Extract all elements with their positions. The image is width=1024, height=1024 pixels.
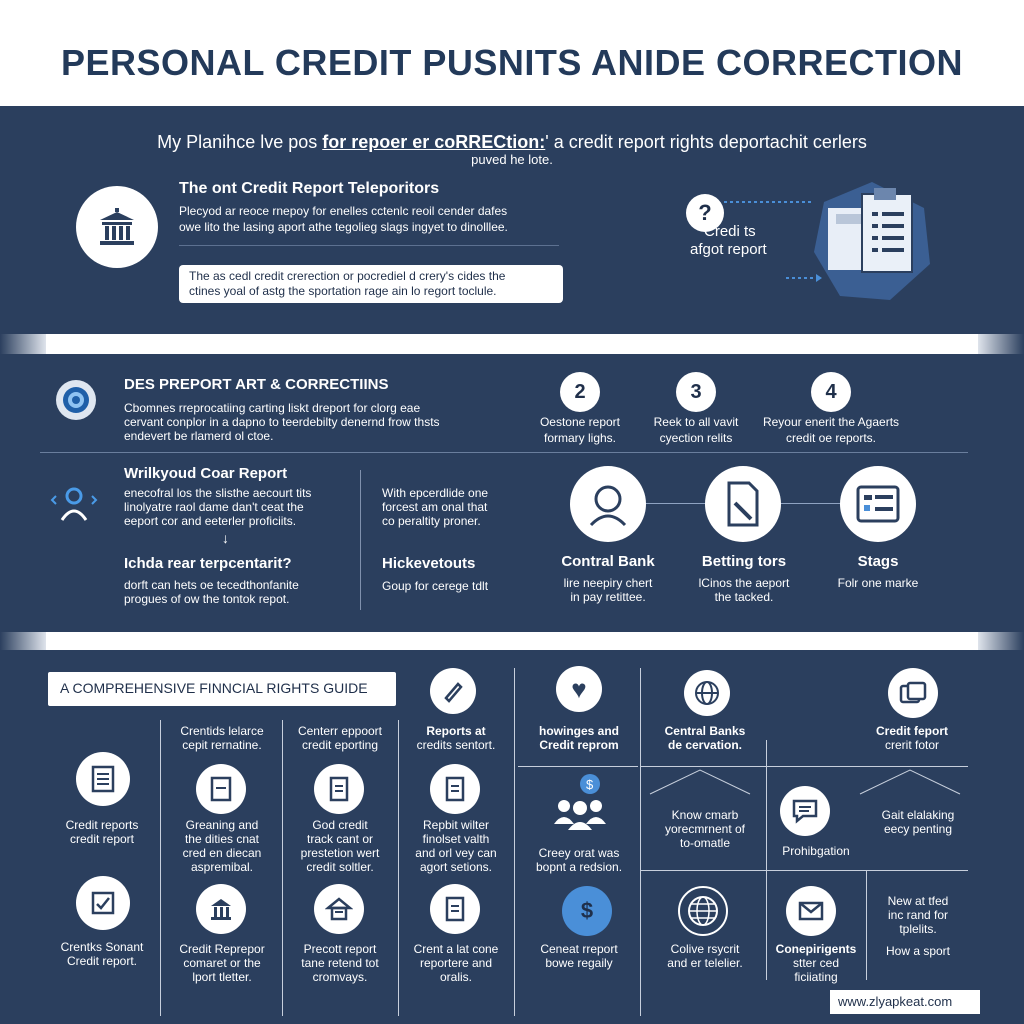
with-line-2: forcest am onal that bbox=[382, 500, 488, 514]
c2-bot-2: tane retend tot bbox=[301, 956, 379, 970]
globe-icon bbox=[684, 670, 730, 716]
walk-divider bbox=[360, 470, 361, 610]
c3-top-1: Reports at bbox=[426, 724, 486, 738]
c6-bot-2: stter ced bbox=[792, 956, 840, 970]
c4-mid-1: Creey orat was bbox=[538, 846, 620, 860]
footer-url[interactable]: www.zlyapkeat.com bbox=[838, 994, 953, 1009]
c4-bot-2: bowe regaily bbox=[545, 956, 613, 970]
separator-1 bbox=[0, 334, 1024, 354]
left-a-line-2: credit report bbox=[69, 832, 135, 846]
c1-top-1: Crentids lelarce bbox=[180, 724, 264, 738]
hick-line-1: Goup for cerege tdlt bbox=[382, 579, 489, 593]
page-title: PERSONAL CREDIT PUSNITS ANIDE CORRECTION bbox=[60, 42, 964, 83]
c1-document-icon bbox=[196, 764, 246, 814]
step-2-line-1: Oestone report bbox=[539, 415, 621, 429]
left-b-line-2: Credit report. bbox=[66, 954, 138, 968]
c2-mid-4: credit soltler. bbox=[306, 860, 374, 874]
c2-top-1: Centerr eppoort bbox=[297, 724, 383, 738]
c3-pen-icon bbox=[430, 668, 476, 714]
c1-mid-1: Greaning and bbox=[185, 818, 259, 832]
walk-heading: Wrilkyoud Coar Report bbox=[124, 465, 288, 482]
c6-top-1: Credit feport bbox=[876, 724, 948, 738]
row-divider-1 bbox=[518, 766, 638, 767]
guide-label: A COMPREHENSIVE FINNCIAL RIGHTS GUIDE bbox=[60, 680, 368, 696]
c3-mid-4: agort setions. bbox=[419, 860, 493, 874]
c6-mid-1: Prohibgation bbox=[782, 844, 850, 858]
document-pen-icon bbox=[705, 466, 781, 542]
c1-bot-3: lport tletter. bbox=[192, 970, 252, 984]
step-3-number-badge bbox=[676, 372, 716, 412]
c2-bot-3: cromvays. bbox=[312, 970, 368, 984]
c7-bot-4: How a sport bbox=[885, 944, 951, 958]
walk-line-1: enecofral los the slisthe aecourt tits bbox=[124, 486, 312, 500]
c2-file-icon bbox=[314, 764, 364, 814]
hick-heading: Hickevetouts bbox=[382, 555, 476, 572]
c5-top-2: de cervation. bbox=[667, 738, 743, 752]
flow-item-stags bbox=[800, 554, 956, 590]
c3-document-icon bbox=[430, 764, 480, 814]
with-line-3: co peraltity proner. bbox=[382, 514, 481, 528]
c4-top-2: Credit reprom bbox=[539, 738, 619, 752]
c1-mid-3: cred en diecan bbox=[182, 846, 262, 860]
question-mark: ? bbox=[698, 200, 712, 225]
profile-head-icon bbox=[570, 466, 646, 542]
side-label-1: Credi ts bbox=[704, 223, 756, 240]
left-b-line-1: Crentks Sonant bbox=[60, 940, 144, 954]
flow-1-title: Contral Bank bbox=[561, 553, 655, 570]
section2-heading: DES PREPORT ART & CORRECTIINS bbox=[124, 376, 389, 393]
c3-report-icon bbox=[430, 884, 480, 934]
flow-item-central-bank bbox=[530, 554, 686, 604]
section2-body-1: Cbomnes rreprocatiing carting liskt dreport for clorg eae bbox=[124, 401, 421, 415]
c3-mid-2: finolset valth bbox=[422, 832, 490, 846]
walk-line-2: linolyatre raol dame dan't ceat the bbox=[124, 500, 304, 514]
world-grid-icon bbox=[678, 886, 728, 936]
step-4 bbox=[756, 372, 906, 446]
c2-mid-1: God credit bbox=[312, 818, 368, 832]
step-2-number-badge bbox=[560, 372, 600, 412]
gear-icon bbox=[56, 380, 96, 420]
flow-1-line-1: lire neepiry chert bbox=[563, 576, 653, 590]
intro-line-1 bbox=[0, 132, 1024, 152]
flow-1-line-2: in pay retittee. bbox=[570, 590, 646, 604]
step-4-number: 4 bbox=[825, 380, 837, 403]
col-divider-4 bbox=[514, 668, 515, 1016]
form-window-icon bbox=[840, 466, 916, 542]
step-2-number: 2 bbox=[574, 380, 586, 403]
flow-item-betting bbox=[666, 554, 822, 604]
c1-bot-1: Credit Reprepor bbox=[179, 942, 265, 956]
with-line-1: With epcerdlide one bbox=[382, 486, 489, 500]
section2-divider bbox=[40, 452, 968, 453]
flow-2-line-1: lCinos the aeport bbox=[698, 576, 790, 590]
c5-bot-2: and er telelier. bbox=[667, 956, 743, 970]
c2-bot-1: Precott report bbox=[303, 942, 377, 956]
callout-line-2: ctines yoal of astg the sportation rage ain lo regort toclule. bbox=[189, 284, 497, 298]
c3-mid-1: Repbit wilter bbox=[422, 818, 490, 832]
c7-bot-2: inc rand for bbox=[887, 908, 949, 922]
c3-top-2: credits sentort. bbox=[416, 738, 496, 752]
down-arrow-icon: ↓ bbox=[222, 530, 229, 546]
section2-body-2: cervant conplor in a dapno to teerdebilty denernd frow thsts bbox=[124, 415, 440, 429]
c3-bot-3: oralis. bbox=[439, 970, 472, 984]
c6-bot-1: Conepirigents bbox=[775, 942, 857, 956]
c1-top-2: cepit rernatine. bbox=[182, 738, 262, 752]
chat-bubble-icon bbox=[780, 786, 830, 836]
c2-house-icon bbox=[314, 884, 364, 934]
person-icon bbox=[50, 480, 98, 528]
section1-body-2: owe lito the lasing aport athe tegolieg slags ingyet to dinolllee. bbox=[179, 220, 508, 234]
section1-body-1: Plecyod ar reoce rnepoy for enelles cctenlc reoil cender dafes bbox=[179, 204, 508, 218]
c1-bank-icon bbox=[196, 884, 246, 934]
group-people-icon bbox=[550, 772, 610, 834]
check-doc-icon bbox=[76, 876, 130, 930]
c7-mid-1: Gait elalaking bbox=[881, 808, 955, 822]
dollar-glyph: $ bbox=[586, 777, 594, 792]
c2-mid-2: track cant or bbox=[306, 832, 374, 846]
side-label-2: afgot report bbox=[690, 241, 767, 258]
dollar-coin-icon bbox=[562, 886, 612, 936]
c3-bot-2: reportere and bbox=[419, 956, 493, 970]
bank-building-icon bbox=[76, 186, 158, 268]
report-doc-icon bbox=[76, 752, 130, 806]
row-divider-3 bbox=[640, 870, 968, 871]
section1-divider bbox=[179, 245, 559, 246]
step-3-line-1: Reek to all vavit bbox=[653, 415, 739, 429]
step-3 bbox=[626, 372, 766, 446]
intro-line-2: puved he lote. bbox=[471, 152, 553, 167]
question-heading: Ichda rear terpcentarit? bbox=[124, 555, 292, 572]
c5-bot-1: Colive rsycrit bbox=[670, 942, 740, 956]
step-2-line-2: formary lighs. bbox=[543, 431, 617, 445]
c2-top-2: credit eporting bbox=[301, 738, 379, 752]
c5-mid-2: yorecmrnent of bbox=[664, 822, 746, 836]
left-a-line-1: Credit reports bbox=[65, 818, 139, 832]
step-3-number: 3 bbox=[690, 380, 702, 403]
c7-bot-1: New at tfed bbox=[887, 894, 949, 908]
c4-bot-1: Ceneat rreport bbox=[540, 942, 618, 956]
c5-top-1: Central Banks bbox=[664, 724, 746, 738]
walk-line-3: eeport cor and eeterler proficiits. bbox=[124, 514, 297, 528]
flow-2-title: Betting tors bbox=[701, 553, 787, 570]
c4-mid-2: bopnt a redsion. bbox=[535, 860, 623, 874]
cards-icon bbox=[888, 668, 938, 718]
c1-mid-4: aspremibal. bbox=[190, 860, 254, 874]
section2-body-3: endevert be rlamerd ol ctoe. bbox=[124, 429, 274, 443]
intro-text-a: My Planihce lve pos bbox=[157, 132, 323, 152]
intro-text-c: ' a credit report rights deportachit cerlers bbox=[545, 132, 867, 152]
question-line-2: progues of ow the tontok repot. bbox=[124, 592, 290, 606]
c6-top-2: crerit fotor bbox=[884, 738, 939, 752]
heart-icon: ♥ bbox=[556, 666, 602, 712]
flow-3-line-1: Folr one marke bbox=[837, 576, 919, 590]
col-divider-5 bbox=[640, 668, 641, 1016]
separator-2 bbox=[0, 632, 1024, 650]
c2-mid-3: prestetion wert bbox=[300, 846, 380, 860]
step-3-line-2: cyection relits bbox=[659, 431, 733, 445]
col-divider-1 bbox=[160, 720, 161, 1016]
document-folder-icon bbox=[810, 180, 934, 304]
step-4-number-badge bbox=[811, 372, 851, 412]
flow-2-line-2: the tacked. bbox=[714, 590, 774, 604]
flow-3-title: Stags bbox=[857, 553, 899, 570]
section1-callout-box bbox=[179, 265, 563, 303]
question-line-1: dorft can hets oe tecedthonfanite bbox=[124, 578, 299, 592]
callout-line-1: The as cedl credit crerection or pocrediel d crery's cides the bbox=[189, 269, 506, 283]
step-4-line-2: credit oe reports. bbox=[785, 431, 877, 445]
c4-top-1: howinges and bbox=[538, 724, 619, 738]
step-4-line-1: Reyour enerit the Agaerts bbox=[762, 415, 900, 429]
envelope-icon bbox=[786, 886, 836, 936]
footer-url-box bbox=[830, 990, 980, 1014]
guide-label-box bbox=[48, 672, 396, 706]
intro-text-emphasis: for repoer er coRRECtion: bbox=[322, 132, 546, 152]
dollar-sign: $ bbox=[580, 898, 594, 923]
c3-mid-3: and orl vey can bbox=[415, 846, 497, 860]
section1-heading: The ont Credit Report Teleporitors bbox=[179, 180, 440, 197]
c3-bot-1: Crent a lat cone bbox=[413, 942, 499, 956]
c5-mid-3: to-omatle bbox=[679, 836, 731, 850]
c5-mid-1: Know cmarb bbox=[671, 808, 739, 822]
c7-mid-2: eecy penting bbox=[883, 822, 953, 836]
c6-bot-3: ficiiating bbox=[794, 970, 838, 984]
c1-bot-2: comaret or the bbox=[183, 956, 261, 970]
c1-mid-2: the dities cnat bbox=[184, 832, 260, 846]
c7-bot-3: tplelits. bbox=[899, 922, 937, 936]
